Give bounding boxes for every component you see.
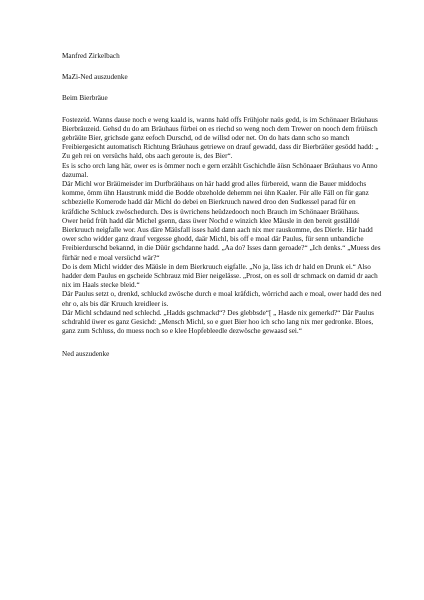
story-paragraph: Es is scho orch lang här, ower es is ömmer noch e gern erzählt Gschichdle äüsn Schönaaer Bräuhaus vo Anno dazumal. [62,161,378,179]
document-page [62,52,382,360]
document-title: MaZi-Ned auszudenke [62,73,128,82]
story-heading: Beim Bierbräue [62,94,108,103]
author-name: Manfred Zirkelbach [62,52,120,60]
story-paragraph: Där Michl schdaund ned schlechd. „Hadds gschmackd“? Des glebbsde“[ „ Hasde nix gemerkd?“ Där Paulus schdrahld üwer es ganz Gesichd: „Mensch Michl, so e guet Bier hoo ich scho lang nix mer gedronke. Bloes, ganz zum Schluss, do muess noch so e klee Hopfebleedle dezwösche gewaasd sei.“ [62,308,374,336]
story-paragraph: Ower heüd früh hadd där Michel gsenn, dass üwer Nochd e winzich klee Mäusle in den bereit geställdé Bierkruuch neigfalle wor. Aus däre Mäüsfall isses hald dann aach nix mer rauskomme, des Dierle. Här hadd ower scho widder ganz drauf vergesse ghodd, daär Michl, bis off e moal där Paulus, für senn unbandiche Freibierdurschd bekannd, in die Düür gschdanne hadd. „Aa do? Isses dann geroade?“ „Ich denks.“ „Muess des fürhär ned e moal versüchd wär?“ [62,216,381,262]
closing-line: Ned auszudenke [62,350,110,359]
story-paragraph: Fostezeid. Wanns dause noch e weng kaald is, wanns hald offs Frühjohr naüs gedd, is im Schönaaer Bräuhaus Bierbräuzeid. Gehsd du do am Bräuhaus fürbei on es riechd so weng noch dem Trewer on nooch dem früüsch gebräüte Bier, grichsde ganz eefoch Durschd, od de willsd oder net. On do hats dann scho so manch Freibiergesicht automatisch Richtung Bräuhaus getriewe on drauf gewadd, dass dir Bierbräüer gesödd hadd: „ Zu geh rei on versüchs hald, obs aach geroute is, des Bier“. [62,115,379,161]
story-paragraph: Där Paulus setzt o, drenkd, schluckd zwösche durch e moal kräfdich, wörrichd aach e moal, ower hadd des ned ehr o, als bis där Kruuch kreidleer is. [62,290,382,308]
story-body [62,116,382,337]
story-paragraph: Do is dem Michl widder des Mäüsle in dem Bierkruuch eigfalle. „No ja, läss ich dr hald en Drunk ei.“ Also hadder dem Paulus en gscheide Schbrauz mid Bier neigelässe. „Prost, on es soll dr schmack on damid dr aach nix im Haals stecke bleid.“ [62,262,378,290]
story-paragraph: Där Michl wor Bräümeisder im Durfbräühaus on här hadd grod alles fürbereid, wann die Bauer middochs komme, ömm ühn Haustrunk midd die Bodde obzeholde dehemm nei ühn Kaaler. Für alle Fäll on für ganz schbezielle Komerode hadd där Michl do debei en Bierkruuch nawed droo den Sudkessel parad für en kräfdiche Schluck zwöschedurch. Des is üwrichens heüdzedooch noch Brauch im Schönaaer Bräühaus. [62,180,369,216]
